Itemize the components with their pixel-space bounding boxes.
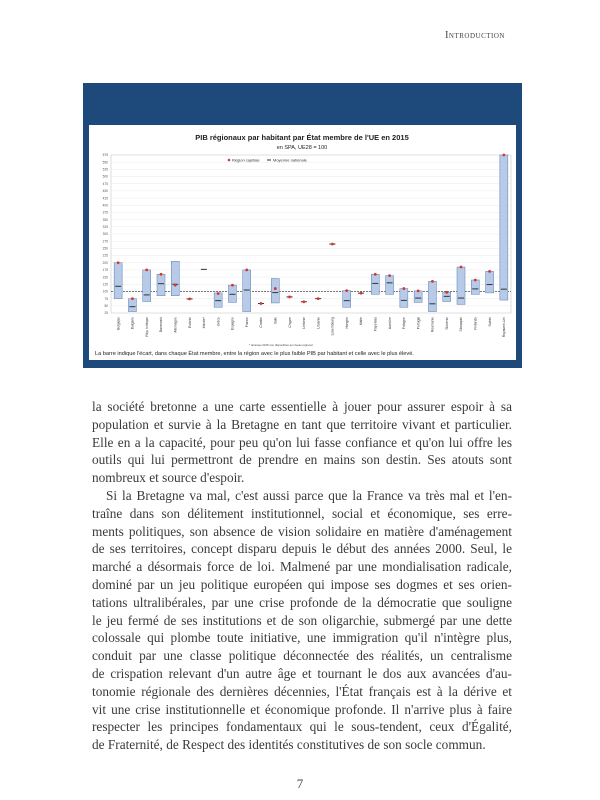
y-tick-label: 525 bbox=[102, 167, 108, 172]
chart-card bbox=[89, 125, 516, 360]
x-tick-label: Espagne bbox=[230, 317, 235, 331]
y-tick-label: 575 bbox=[102, 153, 108, 158]
y-tick-label: 50 bbox=[104, 304, 108, 309]
capital-region-point bbox=[431, 280, 434, 283]
range-bar bbox=[428, 281, 436, 311]
chart-figure bbox=[83, 83, 522, 368]
capital-region-point bbox=[460, 266, 463, 269]
x-tick-label: Pologne bbox=[402, 317, 407, 330]
text-line: Elle en a la capacité, pour peu qu'on lui fasse confiance et qu'on lui offre les bbox=[92, 434, 512, 450]
x-tick-label: France bbox=[244, 317, 249, 328]
y-tick-label: 300 bbox=[102, 232, 108, 237]
text-line: outils qui lui permettront de prendre en mains son destin. Ses atouts sont bbox=[92, 452, 512, 468]
x-tick-label: Grèce bbox=[216, 317, 221, 326]
text-line: la société bretonne a une carte essentielle à jouer pour assurer espoir à sa bbox=[92, 399, 512, 414]
text-line: tations ultralibérales, par une crise profonde de la démocratie que souligne bbox=[92, 594, 512, 610]
y-tick-label: 550 bbox=[102, 160, 108, 165]
range-bar bbox=[271, 279, 279, 303]
x-tick-label: Royaume-Uni bbox=[502, 317, 507, 338]
x-tick-label: Belgique bbox=[116, 317, 121, 330]
range-bar bbox=[343, 291, 351, 308]
range-bar bbox=[471, 280, 479, 294]
x-tick-label: Chypre bbox=[287, 317, 292, 328]
text-line: respecter les principes fondamentaux qui le sous-tendent, ceux d'Égalité, bbox=[92, 719, 512, 735]
capital-region-point bbox=[388, 274, 391, 277]
y-tick-label: 475 bbox=[102, 181, 108, 186]
capital-region-point bbox=[260, 302, 263, 305]
range-bar bbox=[143, 270, 151, 302]
x-tick-label: Autriche bbox=[387, 317, 392, 330]
range-bar bbox=[243, 270, 251, 312]
chart-title: PIB régionaux par habitant par État membre de l'UE en 2015 bbox=[195, 133, 409, 142]
x-tick-label: Slovaquie bbox=[459, 317, 464, 332]
range-bar bbox=[114, 263, 122, 299]
text-line: nombreux et source d'espoir. bbox=[92, 470, 245, 486]
y-tick-label: 350 bbox=[102, 217, 108, 222]
y-tick-label: 25 bbox=[104, 311, 108, 316]
x-tick-label: Malte bbox=[359, 317, 364, 326]
x-tick-label: Danemark bbox=[159, 317, 164, 333]
range-bar bbox=[157, 274, 165, 296]
capital-region-point bbox=[360, 292, 363, 295]
text-line: conduit par une classe politique déconnectée des réalités, un centralisme bbox=[92, 648, 512, 664]
capital-region-point bbox=[288, 296, 291, 299]
x-tick-label: Pays-Bas bbox=[373, 317, 378, 332]
range-bar bbox=[171, 261, 179, 295]
capital-region-point bbox=[374, 273, 377, 276]
y-tick-label: 250 bbox=[102, 246, 108, 251]
legend-capital-marker bbox=[228, 159, 231, 162]
capital-region-point bbox=[502, 154, 505, 157]
range-bar bbox=[414, 291, 422, 302]
x-tick-label: Finlande bbox=[473, 317, 478, 330]
x-tick-label: Italie bbox=[273, 317, 278, 324]
capital-region-point bbox=[217, 292, 220, 295]
capital-region-point bbox=[274, 287, 277, 290]
figure-caption: La barre indique l'écart, dans chaque État membre, entre la région avec le plus faible PIB par habitant et celle avec le plus élevé. bbox=[95, 351, 414, 357]
capital-region-point bbox=[488, 270, 491, 273]
x-tick-label: Hongrie bbox=[344, 317, 349, 329]
x-tick-label: Croatie bbox=[259, 317, 264, 328]
x-tick-label: Slovénie bbox=[444, 317, 449, 330]
capital-region-point bbox=[331, 243, 334, 246]
text-line: tonomie régionale des dernières décennies, l'État français est à la dérive et bbox=[92, 683, 512, 699]
x-tick-label: Roumanie bbox=[430, 317, 435, 333]
y-tick-label: 425 bbox=[102, 196, 108, 201]
capital-region-point bbox=[160, 273, 163, 276]
x-tick-label: Luxembourg bbox=[330, 317, 335, 336]
y-tick-label: 450 bbox=[102, 189, 108, 194]
y-tick-label: 200 bbox=[102, 260, 108, 265]
y-tick-label: 325 bbox=[102, 225, 108, 230]
range-bar bbox=[128, 299, 136, 312]
x-tick-label: Suède bbox=[487, 317, 492, 327]
body-text bbox=[92, 398, 512, 754]
range-bar bbox=[214, 293, 222, 307]
capital-region-point bbox=[231, 284, 234, 287]
running-head: Introduction bbox=[444, 30, 505, 41]
capital-region-point bbox=[188, 298, 191, 301]
y-tick-label: 75 bbox=[104, 296, 108, 301]
text-line: de crispation relevant d'un autre âge et tournant le dos aux avancées d'au- bbox=[92, 665, 512, 681]
capital-region-point bbox=[302, 300, 305, 303]
x-tick-label: Lettonie bbox=[302, 317, 307, 329]
chart-footnote: * données 2015 non disponibles au niveau régional bbox=[249, 343, 313, 347]
text-line: traîne dans son délitement institutionnel, social et économique, ses erre- bbox=[92, 505, 512, 521]
y-tick-label: 500 bbox=[102, 174, 108, 179]
capital-region-point bbox=[474, 279, 477, 282]
text-line: de Fraternité, de Respect des identités constitutives de son socle commun. bbox=[92, 737, 486, 753]
y-tick-label: 400 bbox=[102, 203, 108, 208]
page-number: 7 bbox=[296, 776, 304, 791]
y-tick-label: 150 bbox=[102, 275, 108, 280]
y-tick-label: 275 bbox=[102, 239, 108, 244]
x-tick-label: Allemagne bbox=[173, 317, 178, 333]
capital-region-point bbox=[131, 297, 134, 300]
text-line: dominé par un jeu politique européen qui impose ses dogmes et ses orien- bbox=[92, 576, 512, 592]
x-tick-label: Rép. tchèque bbox=[144, 317, 149, 337]
legend-average-label: Moyenne nationale bbox=[273, 157, 307, 163]
x-tick-label: Portugal bbox=[416, 317, 421, 330]
y-tick-label: 225 bbox=[102, 253, 108, 258]
range-bar bbox=[386, 276, 394, 295]
y-tick-label: 175 bbox=[102, 268, 108, 273]
x-tick-label: Irlande* bbox=[202, 317, 207, 329]
range-bar bbox=[457, 267, 465, 304]
y-tick-label: 375 bbox=[102, 210, 108, 215]
x-tick-label: Bulgarie bbox=[130, 317, 135, 330]
range-bar bbox=[500, 155, 508, 300]
range-bar bbox=[400, 289, 408, 308]
text-line: vit une crise institutionnelle et économique profonde. Il n'arrive plus à faire bbox=[92, 701, 512, 717]
x-tick-label: Estonie bbox=[187, 317, 192, 328]
text-line: ments politiques, son absence de vision solidaire en matière d'aménagement bbox=[92, 523, 512, 539]
text-line: marché a désormais force de loi. Malmené par une mondialisation radicale, bbox=[92, 559, 512, 575]
text-line: population et survie à la Bretagne en tant que territoire vivant et particulier. bbox=[92, 416, 512, 432]
y-tick-label: 100 bbox=[102, 289, 108, 294]
range-bar bbox=[228, 285, 236, 302]
x-tick-label: Lituanie bbox=[316, 317, 321, 329]
capital-region-point bbox=[345, 289, 348, 292]
text-line: colossale qui plombe toute initiative, une immigration qu'il n'intègre plus, bbox=[92, 630, 512, 646]
capital-region-point bbox=[174, 284, 177, 287]
capital-region-point bbox=[445, 291, 448, 294]
y-tick-label: 125 bbox=[102, 282, 108, 287]
range-bar bbox=[486, 271, 494, 293]
capital-region-point bbox=[117, 261, 120, 264]
capital-region-point bbox=[402, 287, 405, 290]
range-bar bbox=[371, 274, 379, 294]
text-line: Si la Bretagne va mal, c'est aussi parce que la France va très mal et l'en- bbox=[106, 487, 512, 503]
capital-region-point bbox=[317, 297, 320, 300]
text-line: de ses territoires, concept disparu depuis le début des années 2000. Seul, le bbox=[92, 541, 512, 557]
chart-subtitle: en SPA, UE28 = 100 bbox=[276, 145, 328, 151]
legend-capital-label: Région capitale bbox=[232, 157, 260, 163]
capital-region-point bbox=[145, 269, 148, 272]
regional-gdp-chart bbox=[89, 125, 516, 360]
capital-region-point bbox=[245, 269, 248, 272]
capital-region-point bbox=[417, 289, 420, 292]
text-line: le jeu fermé de ses institutions et de son oligarchie, submergé par une dette bbox=[92, 612, 512, 628]
